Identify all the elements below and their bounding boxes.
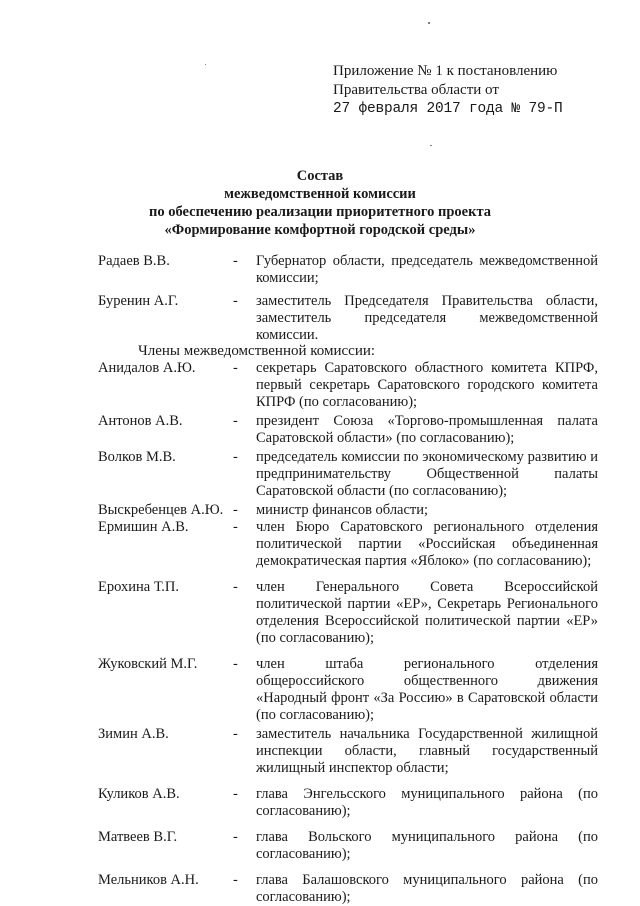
scan-speck — [430, 145, 432, 146]
member-name: Мельников А.Н. — [98, 872, 199, 888]
dash-separator: - — [233, 413, 238, 429]
member-row — [98, 449, 598, 500]
member-role: член Генерального Совета Всероссийской политической партии «ЕР», Секретарь Регионального отделения Всероссийской политической партии «ЕР» (по согласованию); — [256, 579, 598, 646]
document-title — [0, 167, 640, 239]
member-name: Жуковский М.Г. — [98, 656, 198, 672]
appendix-line-2: Правительства области от — [333, 82, 499, 98]
scan-speck — [428, 22, 430, 24]
appendix-line-3: 27 февраля 2017 года № 79-П — [333, 101, 563, 117]
member-row — [98, 579, 598, 647]
title-line-4: «Формирование комфортной городской среды» — [164, 222, 476, 238]
member-name: Волков М.В. — [98, 449, 176, 465]
appendix-block — [333, 62, 623, 119]
member-name: Выскребенцев А.Ю. — [98, 502, 224, 518]
member-name: Радаев В.В. — [98, 253, 170, 269]
member-row — [98, 502, 598, 519]
dash-separator: - — [233, 872, 238, 888]
title-line-2: межведомственной комиссии — [224, 186, 416, 202]
leader-row — [98, 293, 598, 344]
dash-separator: - — [233, 502, 238, 518]
member-role: министр финансов области; — [256, 502, 429, 518]
member-row — [98, 360, 598, 411]
member-name: Анидалов А.Ю. — [98, 360, 196, 376]
member-row — [98, 413, 598, 447]
leader-row — [98, 253, 598, 287]
member-role: заместитель Председателя Правительства области, заместитель председателя межведомственной комиссии. — [256, 293, 598, 343]
dash-separator: - — [233, 579, 238, 595]
dash-separator: - — [233, 829, 238, 845]
dash-separator: - — [233, 293, 238, 309]
member-name: Буренин А.Г. — [98, 293, 179, 309]
dash-separator: - — [233, 786, 238, 802]
member-role: глава Вольского муниципального района (по согласованию); — [256, 829, 598, 862]
appendix-line-1: Приложение № 1 к постановлению — [333, 63, 558, 79]
member-row — [98, 829, 598, 863]
dash-separator: - — [233, 449, 238, 465]
member-name: Матвеев В.Г. — [98, 829, 178, 845]
title-line-3: по обеспечению реализации приоритетного проекта — [148, 204, 491, 220]
dash-separator: - — [233, 253, 238, 269]
member-role: секретарь Саратовского областного комитета КПРФ, первый секретарь Саратовского городского комитета КПРФ (по согласованию); — [256, 360, 598, 410]
dash-separator: - — [233, 726, 238, 742]
dash-separator: - — [233, 360, 238, 376]
member-role: заместитель начальника Государственной жилищной инспекции области, главный государственный жилищный инспектор области; — [256, 726, 598, 776]
member-row — [98, 656, 598, 724]
leaders-list — [98, 253, 598, 344]
member-name: Ермишин А.В. — [98, 519, 189, 535]
member-name: Куликов А.В. — [98, 786, 180, 802]
member-role: председатель комиссии по экономическому развитию и предпринимательству Общественной палаты Саратовской области (по согласованию); — [256, 449, 598, 499]
member-role: член Бюро Саратовского регионального отделения политической партии «Российская объединенная демократическая партия «Яблоко» (по согласованию); — [256, 519, 598, 569]
member-name: Антонов А.В. — [98, 413, 183, 429]
member-row — [98, 726, 598, 777]
member-role: Губернатор области, председатель межведомственной комиссии; — [256, 253, 598, 286]
member-role: глава Балашовского муниципального района (по согласованию); — [256, 872, 598, 905]
member-role: член штаба регионального отделения общероссийского общественного движения «Народный фронт «За Россию» в Саратовской области (по согласованию); — [256, 656, 598, 723]
member-row — [98, 786, 598, 820]
member-role: президент Союза «Торгово-промышленная палата Саратовской области» (по согласованию); — [256, 413, 598, 446]
member-name: Ерохина Т.П. — [98, 579, 179, 595]
members-heading: Члены межведомственной комиссии: — [138, 343, 376, 359]
dash-separator: - — [233, 519, 238, 535]
members-list — [98, 360, 598, 906]
member-row — [98, 872, 598, 906]
scan-speck — [205, 64, 206, 65]
member-role: глава Энгельсского муниципального района (по согласованию); — [256, 786, 598, 819]
title-line-1: Состав — [296, 168, 344, 184]
member-name: Зимин А.В. — [98, 726, 169, 742]
dash-separator: - — [233, 656, 238, 672]
member-row — [98, 519, 598, 570]
